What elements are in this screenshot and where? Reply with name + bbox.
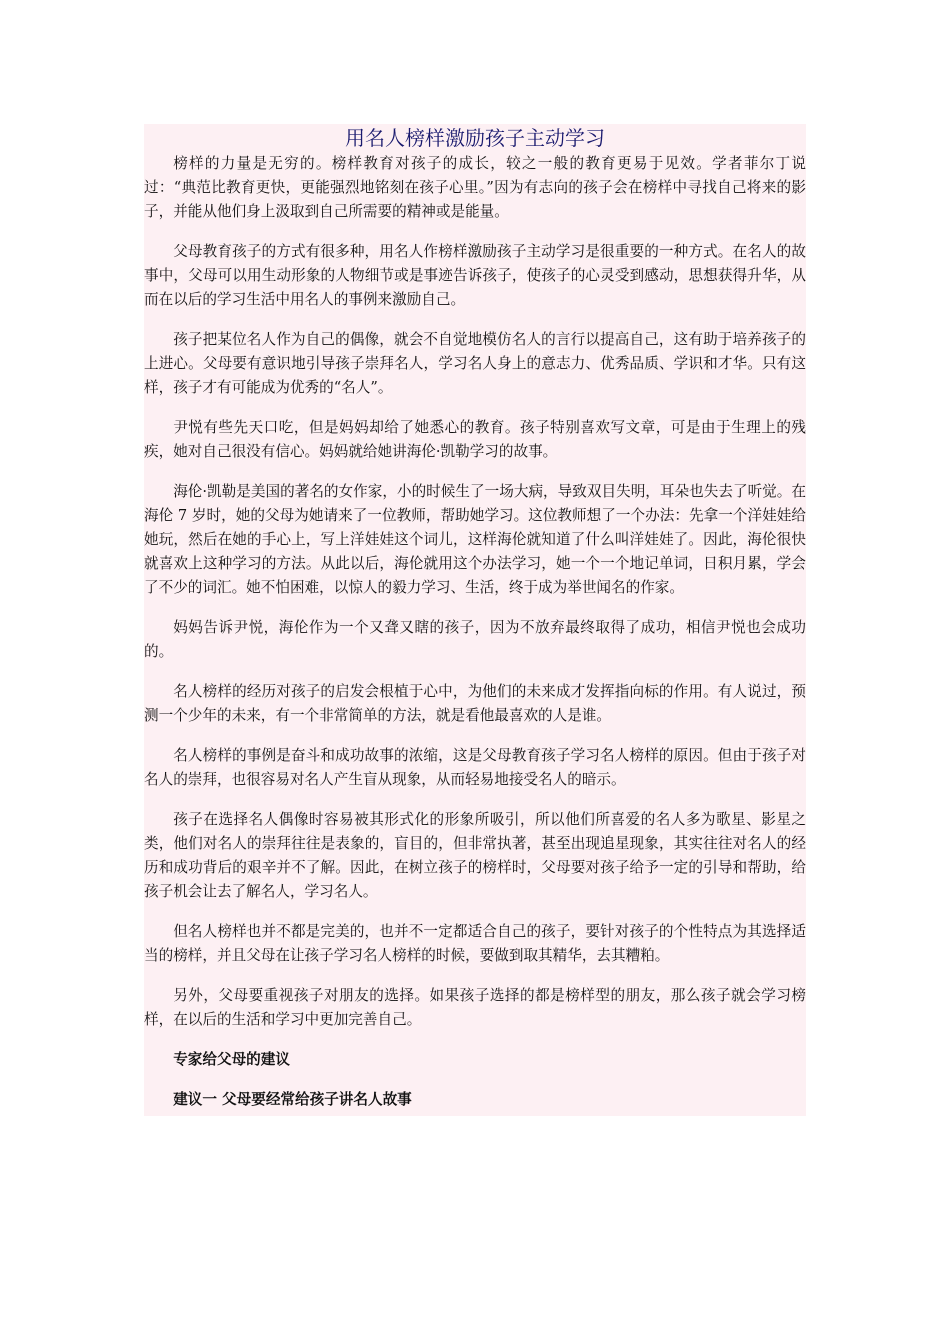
sub-heading: 建议一 父母要经常给孩子讲名人故事 [173, 1091, 412, 1108]
paragraph-4: 尹悦有些先天口吃，但是妈妈却给了她悉心的教育。孩子特别喜欢写文章，可是由于生理上的残疾，她对自己很没有信心。妈妈就给她讲海伦·凯勒学习的故事。 [144, 419, 806, 460]
section-heading: 专家给父母的建议 [173, 1051, 290, 1068]
paragraph-7: 名人榜样的经历对孩子的启发会根植于心中，为他们的未来成才发挥指向标的作用。有人说过，预测一个少年的未来，有一个非常简单的方法，就是看他最喜欢的人是谁。 [144, 683, 806, 724]
paragraph-2: 父母教育孩子的方式有很多种，用名人作榜样激励孩子主动学习是很重要的一种方式。在名人的故事中，父母可以用生动形象的人物细节或是事迹告诉孩子，使孩子的心灵受到感动，思想获得升华，从而在以后的学习生活中用名人的事例来激励自己。 [144, 243, 806, 308]
paragraph-6: 妈妈告诉尹悦，海伦作为一个又聋又瞎的孩子，因为不放弃最终取得了成功，相信尹悦也会成功的。 [144, 619, 806, 660]
paragraph-11: 另外，父母要重视孩子对朋友的选择。如果孩子选择的都是榜样型的朋友，那么孩子就会学习榜样，在以后的生活和学习中更加完善自己。 [144, 987, 806, 1028]
article [144, 124, 806, 1116]
paragraph-8: 名人榜样的事例是奋斗和成功故事的浓缩，这是父母教育孩子学习名人榜样的原因。但由于孩子对名人的崇拜，也很容易对名人产生盲从现象，从而轻易地接受名人的暗示。 [144, 747, 806, 788]
article-title: 用名人榜样激励孩子主动学习 [345, 126, 605, 150]
paragraph-9: 孩子在选择名人偶像时容易被其形式化的形象所吸引，所以他们所喜爱的名人多为歌星、影星之类，他们对名人的崇拜往往是表象的，盲目的，但非常执著，甚至出现追星现象，其实往往对名人的经历和成功背后的艰辛并不了解。因此，在树立孩子的榜样时，父母要对孩子给予一定的引导和帮助，给孩子机会让去了解名人，学习名人。 [144, 811, 806, 900]
paragraph-1: 榜样的力量是无穷的。榜样教育对孩子的成长，较之一般的教育更易于见效。学者菲尔丁说过：“典范比教育更快，更能强烈地铭刻在孩子心里。”因为有志向的孩子会在榜样中寻找自己将来的影子，并能从他们身上汲取到自己所需要的精神或是能量。 [144, 155, 806, 220]
paragraph-3: 孩子把某位名人作为自己的偶像，就会不自觉地模仿名人的言行以提高自己，这有助于培养孩子的上进心。父母要有意识地引导孩子崇拜名人，学习名人身上的意志力、优秀品质、学识和才华。只有这样，孩子才有可能成为优秀的“名人”。 [144, 331, 806, 396]
paragraph-10: 但名人榜样也并不都是完美的，也并不一定都适合自己的孩子，要针对孩子的个性特点为其选择适当的榜样，并且父母在让孩子学习名人榜样的时候，要做到取其精华，去其糟粕。 [144, 923, 806, 964]
paragraph-5: 海伦·凯勒是美国的著名的女作家，小的时候生了一场大病，导致双目失明，耳朵也失去了听觉。在海伦 7 岁时，她的父母为她请来了一位教师，帮助她学习。这位教师想了一个办法：先拿一个洋娃娃给她玩，然后在她的手心上，写上洋娃娃这个词儿，这样海伦就知道了什么叫洋娃娃了。因此，海伦很快就喜欢上这种学习的方法。从此以后，海伦就用这个办法学习，她一个一个地记单词，日积月累，学会了不少的词汇。她不怕困难，以惊人的毅力学习、生活，终于成为举世闻名的作家。 [144, 483, 806, 596]
